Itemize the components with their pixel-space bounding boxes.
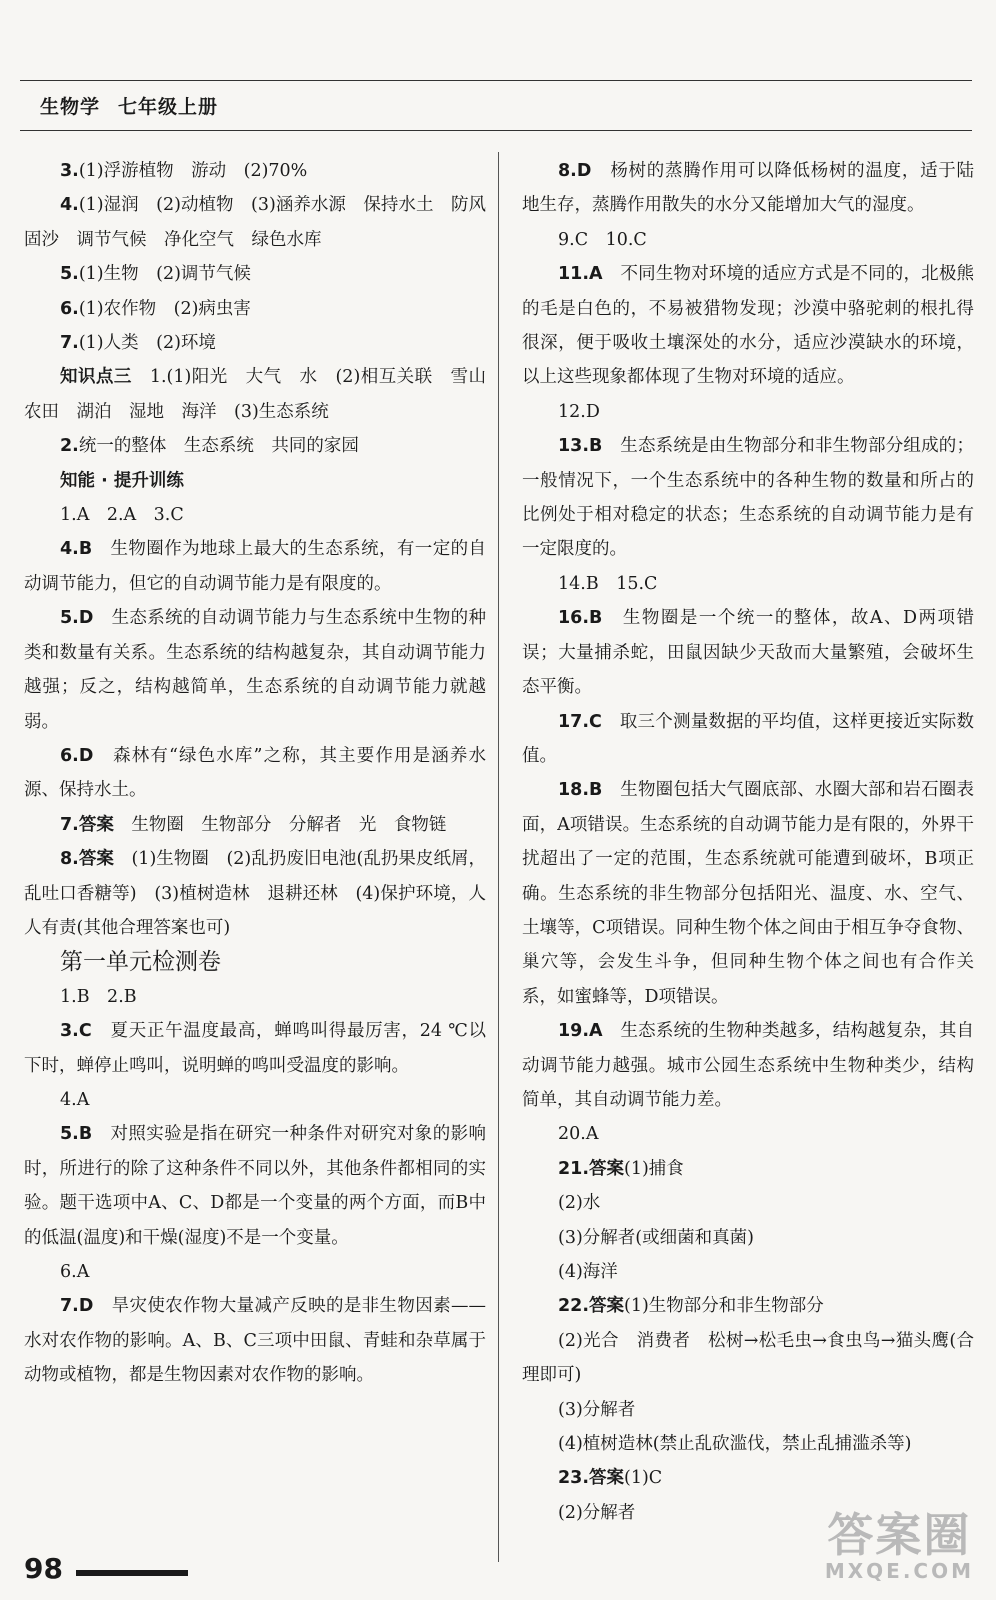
watermark-line1: 答案圈 [827, 1508, 972, 1562]
page-number-bar [76, 1570, 188, 1576]
answer-item: 11.A 不同生物对环境的适应方式是不同的，北极熊的毛是白色的，不易被猎物发现；沙漠中骆驼刺的根扎得很深，便于吸收土壤深处的水分，适应沙漠缺水的环境，以上这些现象都体现了生物对环境的适应。 [522, 264, 975, 388]
answer-item: 19.A 生态系统的生物种类越多，结构越复杂，其自动调节能力越强。城市公园生态系统中生物种类少，结构简单，其自动调节能力差。 [522, 1021, 975, 1110]
answer-item: 知识点三 1.(1)阳光 大气 水 (2)相互关联 雪山 农田 湖泊 湿地 海洋 (3)生态系统 [24, 367, 504, 422]
answer-item: 16.B 生物圈是一个统一的整体，故A、D两项错误；大量捕杀蛇，田鼠因缺少天敌而大量繁殖，会破坏生态平衡。 [522, 608, 974, 698]
answer-item: 7.答案 生物圈 生物部分 分解者 光 食物链 [60, 814, 447, 835]
answer-item: 12.D [558, 401, 600, 422]
answer-item: 8.D 杨树的蒸腾作用可以降低杨树的温度，适于陆地生存，蒸腾作用散失的水分又能增加大气的湿度。 [522, 161, 975, 216]
answer-item: 14.B 15.C [558, 573, 658, 594]
answer-item: 5.B 对照实验是指在研究一种条件对研究对象的影响时，所进行的除了这种条件不同以外，其他条件都相同的实验。题干选项中A、C、D都是一个变量的两个方面，而B中的低温(温度)和干燥(湿度)不是一个变量。 [24, 1124, 487, 1248]
answer-item: 1.A 2.A 3.C [60, 505, 184, 526]
answer-item: (3)分解者(或细菌和真菌) [558, 1227, 754, 1248]
answer-item: (2)分解者 [558, 1502, 636, 1523]
top-rule [20, 80, 972, 81]
subsection-heading: 知能 · 提升训练 [60, 470, 184, 491]
answer-item: 6.D 森林有“绿色水库”之称，其主要作用是涵养水源、保持水土。 [24, 745, 486, 801]
answer-item: 3.C 夏天正午温度最高，蝉鸣叫得最厉害，24 ℃以下时，蝉停止鸣叫，说明蝉的鸣叫受温度的影响。 [24, 1021, 487, 1076]
watermark-logo [825, 1510, 974, 1582]
section-title: 第一单元检测卷 [60, 949, 221, 976]
answer-item: 9.C 10.C [558, 229, 647, 250]
answer-item: 6.(1)农作物 (2)病虫害 [60, 298, 251, 319]
answer-item: 7.D 旱灾使农作物大量减产反映的是非生物因素——水对农作物的影响。A、B、C三项中田鼠、青蛙和杂草属于动物或植物，都是生物因素对农作物的影响。 [24, 1296, 487, 1386]
answer-item: 4.B 生物圈作为地球上最大的生态系统，有一定的自动调节能力，但它的自动调节能力是有限度的。 [24, 539, 487, 594]
answer-item: 22.答案(1)生物部分和非生物部分 [558, 1296, 824, 1317]
right-column [522, 154, 974, 1530]
answer-item: 4.(1)湿润 (2)动植物 (3)涵养水源 保持水土 防风固沙 调节气候 净化空气 绿色水库 [24, 195, 486, 250]
answer-item: 21.答案(1)捕食 [558, 1158, 684, 1179]
answer-item: 23.答案(1)C [558, 1468, 663, 1489]
answer-item: 17.C 取三个测量数据的平均值，这样更接近实际数值。 [522, 711, 975, 766]
answer-item: 5.(1)生物 (2)调节气候 [60, 264, 251, 285]
answer-item: (4)海洋 [558, 1262, 618, 1282]
answer-item: 6.A [60, 1262, 90, 1282]
answer-item: 2.统一的整体 生态系统 共同的家园 [60, 436, 359, 457]
answer-item: 20.A [558, 1124, 599, 1145]
answer-item: 13.B 生态系统是由生物部分和非生物部分组成的；一般情况下，一个生态系统中的各种生物的数量和所占的比例处于相对稳定的状态；生态系统的自动调节能力是有一定限度的。 [522, 436, 975, 560]
column-divider [498, 152, 499, 1562]
answer-item: 7.(1)人类 (2)环境 [60, 333, 216, 354]
answer-item: (4)植树造林(禁止乱砍滥伐，禁止乱捕滥杀等) [558, 1434, 912, 1455]
answer-item: 3.(1)浮游植物 游动 (2)70% [60, 161, 308, 181]
answer-item: (2)光合 消费者 松树→松毛虫→食虫鸟→猫头鹰(合理即可) [522, 1330, 974, 1386]
running-header [40, 92, 218, 119]
answer-item: 5.D 生态系统的自动调节能力与生态系统中生物的种类和数量有关系。生态系统的结构越复杂，其自动调节能力越强；反之，结构越简单，生态系统的自动调节能力就越弱。 [24, 608, 487, 732]
watermark-line2: MXQE.COM [824, 1559, 974, 1583]
answer-item: 1.B 2.B [60, 986, 137, 1007]
header-subject: 生物学 [40, 96, 101, 118]
page-number: 98 [24, 1552, 63, 1585]
left-column [24, 154, 504, 1393]
answer-item: 4.A [60, 1089, 90, 1110]
answer-item: (2)水 [558, 1193, 601, 1214]
answer-item: 18.B 生物圈包括大气圈底部、水圈大部和岩石圈表面，A项错误。生态系统的自动调节能力是有限的，外界干扰超出了一定的范围，生态系统就可能遭到破坏，B项正确。生态系统的非生物部分包括阳光、温度、水、空气、土壤等，C项错误。同种生物个体之间由于相互争夺食物、巢穴等，会发生斗争，但同种生物个体之间也有合作关系，如蜜蜂等，D项错误。 [522, 780, 975, 1007]
answer-item: (3)分解者 [558, 1399, 636, 1420]
header-rule [20, 130, 972, 131]
answer-item: 8.答案 (1)生物圈 (2)乱扔废旧电池(乱扔果皮纸屑，乱吐口香糖等) (3)植树造林 退耕还林 (4)保护环境，人人有责(其他合理答案也可) [24, 849, 487, 938]
header-grade: 七年级上册 [118, 96, 219, 118]
